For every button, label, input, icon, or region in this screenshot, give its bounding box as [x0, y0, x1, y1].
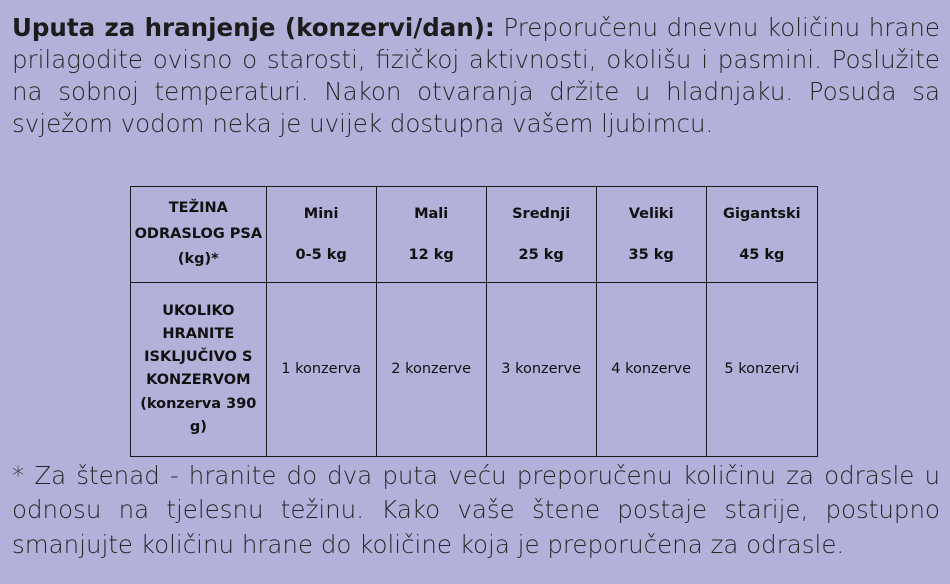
feeding-table: [130, 186, 818, 457]
size-name: Mini: [303, 205, 339, 222]
feeding-instructions: [12, 12, 940, 139]
size-weight: 12 kg: [408, 246, 454, 263]
table-row-weights: [131, 187, 818, 283]
amount-cell-mali: 2 konzerve: [376, 282, 486, 456]
feeding-instructions-title: Uputa za hranjenje (konzervi/dan):: [12, 13, 495, 42]
amount-cell-mini: 1 konzerva: [266, 282, 376, 456]
size-cell-mini: [266, 187, 376, 283]
size-cell-veliki: [596, 187, 706, 283]
puppy-note: * Za štenad - hranite do dva puta veću preporučenu količinu za odrasle u odnosu na tjelesnu težinu. Kako vaše štene postaje starije, postupno smanjujte količinu hrane do količine koja je preporučena za odrasle.: [12, 461, 940, 559]
size-cell-mali: [376, 187, 486, 283]
size-weight: 35 kg: [628, 246, 674, 263]
size-name: Mali: [414, 205, 449, 222]
size-name: Srednji: [512, 205, 571, 222]
feeding-instructions-text: Preporučenu dnevnu količinu hrane prilagodite ovisno o starosti, fizičkoj aktivnosti, okolišu i pasmini. Poslužite na sobnoj temperaturi. Nakon otvaranja držite u hladnjaku. Posuda sa svježom vodom neka je uvijek dostupna vašem ljubimcu.: [12, 13, 940, 138]
weight-header-cell: TEŽINA ODRASLOG PSA (kg)*: [131, 187, 267, 283]
size-name: Veliki: [628, 205, 674, 222]
amount-cell-veliki: 4 konzerve: [596, 282, 706, 456]
size-cell-srednji: [486, 187, 596, 283]
size-weight: 0-5 kg: [295, 246, 347, 263]
size-weight: 45 kg: [739, 246, 785, 263]
size-weight: 25 kg: [518, 246, 564, 263]
amount-cell-gigantski: 5 konzervi: [706, 282, 817, 456]
size-cell-gigantski: [706, 187, 817, 283]
amount-header-cell: UKOLIKO HRANITE ISKLJUČIVO S KONZERVOM (konzerva 390 g): [131, 282, 267, 456]
size-name: Gigantski: [723, 205, 801, 222]
table-row-amounts: [131, 282, 818, 456]
amount-cell-srednji: 3 konzerve: [486, 282, 596, 456]
